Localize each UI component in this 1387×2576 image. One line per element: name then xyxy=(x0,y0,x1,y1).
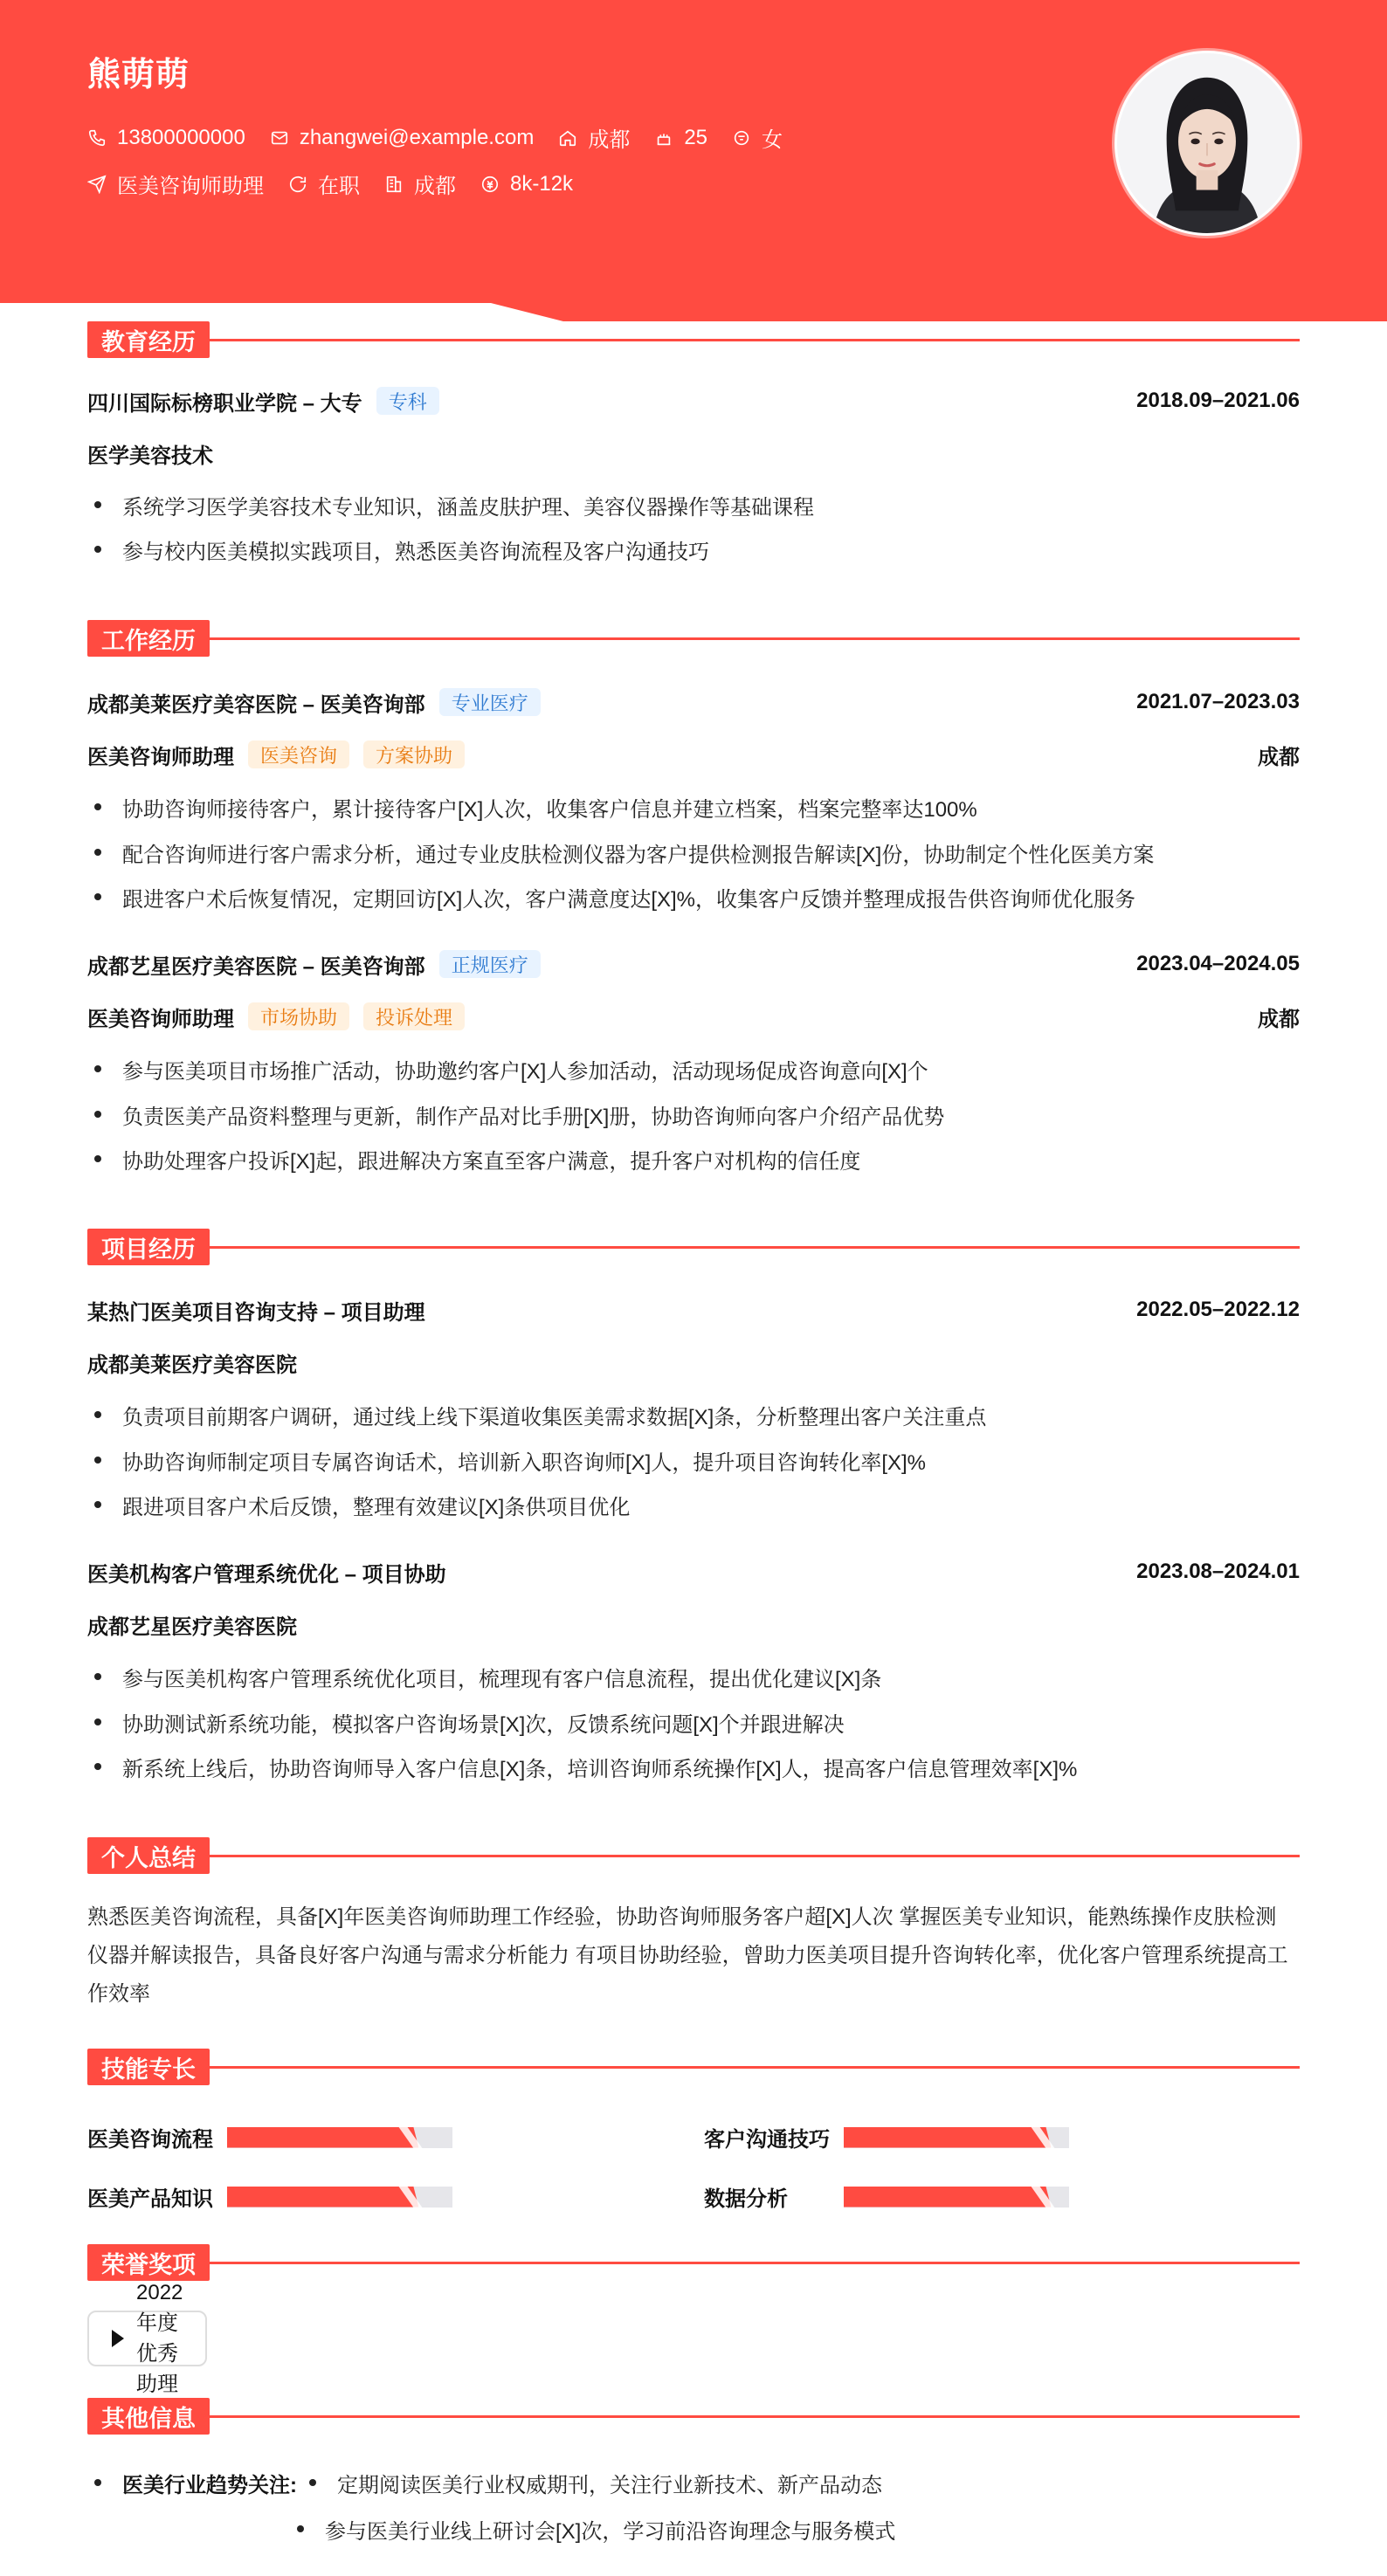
education-title: 教育经历 xyxy=(87,321,210,358)
project-title: 医美机构客户管理系统优化 – 项目协助 xyxy=(87,1562,446,1587)
skills-section-title xyxy=(87,2049,1300,2085)
home-icon xyxy=(558,128,577,148)
email-item xyxy=(270,126,535,150)
skill-bar-fill xyxy=(844,2127,1051,2148)
role-item xyxy=(87,169,264,199)
target-city-text: 成都 xyxy=(414,175,456,198)
project-org: 成都艺星医疗美容医院 xyxy=(87,1615,297,1639)
role-tag: 市场协助 xyxy=(248,1002,349,1030)
skill-name: 医美咨询流程 xyxy=(87,2128,213,2152)
section-divider xyxy=(210,1855,1300,1857)
skill-name: 数据分析 xyxy=(704,2187,788,2211)
location-item xyxy=(558,122,630,153)
other-section-title xyxy=(87,2398,1300,2435)
education-section xyxy=(87,321,1300,564)
list-item: 协助咨询师制定项目专属咨询话术，培训新入职咨询师[X]人，提升项目咨询转化率[X]% xyxy=(87,1445,926,1475)
role-tag: 投诉处理 xyxy=(363,1002,465,1030)
honors-title: 荣誉奖项 xyxy=(87,2244,210,2281)
work-title: 工作经历 xyxy=(87,620,210,657)
phone-text: 13800000000 xyxy=(117,125,245,149)
honors-section xyxy=(87,2244,1300,2396)
job-date: 2023.04–2024.05 xyxy=(1136,952,1300,975)
refresh-icon xyxy=(288,175,307,194)
other-text: 定期阅读医美行业权威期刊，关注行业新技术、新产品动态 xyxy=(337,2473,882,2497)
role-tag: 医美咨询 xyxy=(248,740,349,768)
summary-line: 作效率 xyxy=(87,1982,150,2006)
job-city: 成都 xyxy=(1258,745,1300,769)
award-chip[interactable] xyxy=(87,2280,207,2396)
other-item xyxy=(87,2468,882,2497)
send-icon xyxy=(87,175,107,194)
email-text: zhangwei@example.com xyxy=(299,125,535,149)
other-item xyxy=(297,2514,895,2544)
list-item: 参与校内医美模拟实践项目，熟悉医美咨询流程及客户沟通技巧 xyxy=(87,534,709,564)
project-org-row xyxy=(87,1347,1300,1377)
list-item: 协助测试新系统功能，模拟客户咨询场景[X]次，反馈系统问题[X]个并跟进解决 xyxy=(87,1707,845,1737)
award-text: 2022年度优秀助理 xyxy=(136,2280,183,2396)
honors-section-title xyxy=(87,2244,1300,2281)
skill-bar xyxy=(844,2127,1069,2148)
list-item: 新系统上线后，协助咨询师导入客户信息[X]条，培训咨询师系统操作[X]人，提高客户信息管理效率[X]% xyxy=(87,1752,1077,1781)
major-name: 医学美容技术 xyxy=(87,444,213,468)
company-tag: 专业医疗 xyxy=(439,688,541,716)
age-item xyxy=(654,126,707,150)
summary-section xyxy=(87,1837,1300,2006)
status-item xyxy=(288,169,360,199)
list-item: 协助处理客户投诉[X]起，跟进解决方案直至客户满意，提升客户对机构的信任度 xyxy=(87,1144,860,1174)
candidate-name: 熊萌萌 xyxy=(87,57,190,93)
target-city-item xyxy=(384,169,456,199)
gender-text: 女 xyxy=(762,128,783,152)
summary-text xyxy=(87,1898,1300,2014)
project-title: 某热门医美项目咨询支持 – 项目助理 xyxy=(87,1300,425,1325)
skill-item xyxy=(704,2122,1069,2152)
building-icon xyxy=(384,175,404,194)
skills-title: 技能专长 xyxy=(87,2049,210,2085)
phone-item xyxy=(87,126,245,150)
list-item: 系统学习医学美容技术专业知识，涵盖皮肤护理、美容仪器操作等基础课程 xyxy=(87,490,814,520)
section-divider xyxy=(210,1246,1300,1249)
role-tag: 方案协助 xyxy=(363,740,465,768)
project-date: 2023.08–2024.01 xyxy=(1136,1560,1300,1583)
phone-icon xyxy=(87,128,107,148)
skill-item xyxy=(87,2181,452,2212)
work-section-title xyxy=(87,620,1300,657)
other-section xyxy=(87,2398,1300,2544)
job-city: 成都 xyxy=(1258,1007,1300,1031)
skill-name: 客户沟通技巧 xyxy=(704,2128,830,2152)
salary-text: 8k-12k xyxy=(510,171,574,196)
summary-line: 熟悉医美咨询流程，具备[X]年医美咨询师助理工作经验，协助咨询师服务客户超[X]人次 掌握医美专业知识，能熟练操作皮肤检测 xyxy=(87,1905,1277,1929)
summary-section-title xyxy=(87,1837,1300,1874)
bullet-dot xyxy=(297,2525,304,2532)
cake-icon xyxy=(654,128,673,148)
education-header-row xyxy=(87,386,1300,416)
education-date: 2018.09–2021.06 xyxy=(1136,389,1300,412)
age-text: 25 xyxy=(684,125,708,149)
list-item: 参与医美项目市场推广活动，协助邀约客户[X]人参加活动，活动现场促成咨询意向[X]个 xyxy=(87,1054,928,1084)
summary-line: 仪器并解读报告，具备良好客户沟通与需求分析能力 有项目协助经验，曾助力医美项目提升咨询转化率，优化客户管理系统提高工 xyxy=(87,1944,1288,1967)
gender-icon xyxy=(732,128,751,148)
project-org: 成都美莱医疗美容医院 xyxy=(87,1353,297,1377)
avatar xyxy=(1114,51,1300,236)
status-text: 在职 xyxy=(318,175,360,198)
skill-bar-fill xyxy=(227,2127,418,2148)
other-label: 医美行业趋势关注: xyxy=(122,2473,297,2497)
role-text: 医美咨询师助理 xyxy=(117,175,264,198)
project-org-row xyxy=(87,1609,1300,1639)
company-name: 成都美莱医疗美容医院 – 医美咨询部 xyxy=(87,692,425,717)
project-date: 2022.05–2022.12 xyxy=(1136,1298,1300,1321)
skill-bar xyxy=(844,2187,1069,2208)
job-intent-row xyxy=(87,169,573,199)
skill-name: 医美产品知识 xyxy=(87,2187,213,2211)
section-divider xyxy=(210,2415,1300,2418)
job-date: 2021.07–2023.03 xyxy=(1136,690,1300,713)
summary-title: 个人总结 xyxy=(87,1837,210,1874)
project-header-row xyxy=(87,1295,1300,1325)
skill-item xyxy=(704,2181,1069,2212)
job-role-row xyxy=(87,1002,1300,1031)
list-item: 负责项目前期客户调研，通过线上线下渠道收集医美需求数据[X]条，分析整理出客户关注重点 xyxy=(87,1400,986,1429)
education-section-title xyxy=(87,321,1300,358)
projects-section xyxy=(87,1229,1300,1781)
bullet-dot xyxy=(309,2479,316,2486)
project-header-row xyxy=(87,1557,1300,1587)
list-item: 参与医美机构客户管理系统优化项目，梳理现有客户信息流程，提出优化建议[X]条 xyxy=(87,1662,881,1691)
money-icon xyxy=(480,175,500,194)
list-item: 协助咨询师接待客户，累计接待客户[X]人次，收集客户信息并建立档案，档案完整率达100% xyxy=(87,792,977,822)
location-text: 成都 xyxy=(588,128,631,152)
projects-title: 项目经历 xyxy=(87,1229,210,1265)
degree-tag: 专科 xyxy=(376,387,439,415)
company-tag: 正规医疗 xyxy=(439,950,541,978)
avatar-image xyxy=(1117,53,1297,233)
other-text: 参与医美行业线上研讨会[X]次，学习前沿咨询理念与服务模式 xyxy=(325,2519,896,2544)
section-divider xyxy=(210,2262,1300,2264)
play-icon xyxy=(112,2330,124,2347)
other-title: 其他信息 xyxy=(87,2398,210,2435)
list-item: 配合咨询师进行客户需求分析，通过专业皮肤检测仪器为客户提供检测报告解读[X]份，协助制定个性化医美方案 xyxy=(87,837,1154,867)
job-header-row xyxy=(87,949,1300,979)
skill-bar-fill xyxy=(227,2187,418,2208)
job-role-row xyxy=(87,740,1300,769)
skill-item xyxy=(87,2122,452,2152)
section-divider xyxy=(210,2066,1300,2069)
job-role: 医美咨询师助理 xyxy=(87,745,234,769)
skills-section xyxy=(87,2049,1300,2211)
school-name: 四川国际标榜职业学院 – 大专 xyxy=(87,391,362,416)
list-item: 跟进项目客户术后反馈，整理有效建议[X]条供项目优化 xyxy=(87,1490,630,1519)
company-name: 成都艺星医疗美容医院 – 医美咨询部 xyxy=(87,954,425,979)
skill-bar xyxy=(227,2127,452,2148)
list-item: 负责医美产品资料整理与更新，制作产品对比手册[X]册，协助咨询师向客户介绍产品优势 xyxy=(87,1099,944,1129)
section-divider xyxy=(210,637,1300,640)
skill-bar-fill xyxy=(844,2187,1051,2208)
gender-item xyxy=(732,122,783,153)
job-role: 医美咨询师助理 xyxy=(87,1007,234,1031)
major-row xyxy=(87,438,1300,468)
salary-item xyxy=(480,172,573,196)
section-divider xyxy=(210,339,1300,341)
contact-row xyxy=(87,122,783,153)
projects-section-title xyxy=(87,1229,1300,1265)
work-section xyxy=(87,620,1300,1174)
bullet-dot xyxy=(94,2479,101,2486)
mail-icon xyxy=(270,128,289,148)
job-header-row xyxy=(87,687,1300,717)
skill-bar xyxy=(227,2187,452,2208)
list-item: 跟进客户术后恢复情况，定期回访[X]人次，客户满意度达[X]%，收集客户反馈并整理成报告供咨询师优化服务 xyxy=(87,882,1135,912)
